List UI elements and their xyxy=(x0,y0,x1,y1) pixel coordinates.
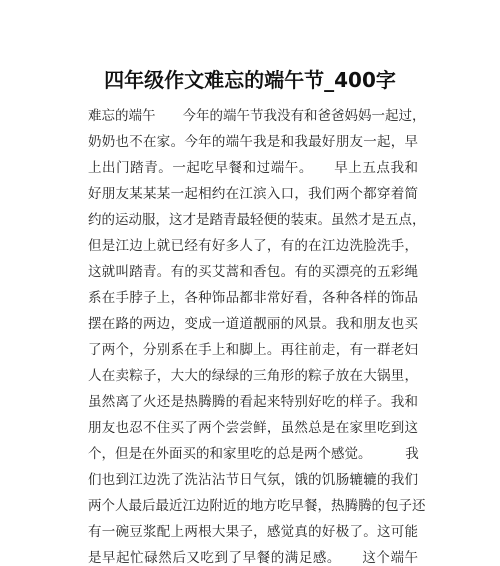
article-line: 上出门踏青。一起吃早餐和过端午。 早上五点我和 xyxy=(88,160,418,176)
article-line: 摆在路的两边，变成一道道靓丽的风景。我和朋友也买 xyxy=(88,316,418,332)
article-line: 人在卖粽子，大大的绿绿的三角形的粽子放在大锅里， xyxy=(88,368,418,384)
article-line: 但是江边上就已经有好多人了，有的在江边洗脸洗手， xyxy=(88,238,418,254)
article-line: 这就叫踏青。有的买艾蒿和香包。有的买漂亮的五彩绳 xyxy=(88,264,418,280)
article-line: 个，但是在外面买的和家里吃的总是两个感觉。 我 xyxy=(88,446,419,462)
article-line: 虽然离了火还是热腾腾的看起来特别好吃的样子。我和 xyxy=(88,394,418,410)
article-line: 朋友也忍不住买了两个尝尝鲜，虽然总是在家里吃到这 xyxy=(88,420,418,436)
article-line: 了两个，分别系在手上和脚上。再往前走，有一群老妇 xyxy=(88,342,418,358)
article-line: 系在手脖子上，各种饰品都非常好看，各种各样的饰品 xyxy=(88,290,418,306)
article-line: 有一碗豆浆配上两根大果子，感觉真的好极了。这可能 xyxy=(88,524,418,540)
article-line: 两个人最后最近江边附近的地方吃早餐，热腾腾的包子还 xyxy=(88,498,426,514)
article-line: 奶奶也不在家。今年的端午我是和我最好朋友一起，早 xyxy=(88,134,418,150)
article-line: 约的运动服，这才是踏青最轻便的装束。虽然才是五点， xyxy=(88,212,426,228)
article-line: 好朋友某某某一起相约在江滨入口，我们两个都穿着简 xyxy=(88,186,418,202)
article-body xyxy=(88,103,426,566)
article-line: 是早起忙碌然后又吃到了早餐的满足感。 这个端午 xyxy=(88,550,418,566)
article-line: 难忘的端午 今年的端午节我没有和爸爸妈妈一起过， xyxy=(88,108,426,124)
page-title: 四年级作文难忘的端午节_400字 xyxy=(104,68,396,92)
article-line: 们也到江边洗了洗沾沾节日气氛，饿的饥肠辘辘的我们 xyxy=(88,472,418,488)
